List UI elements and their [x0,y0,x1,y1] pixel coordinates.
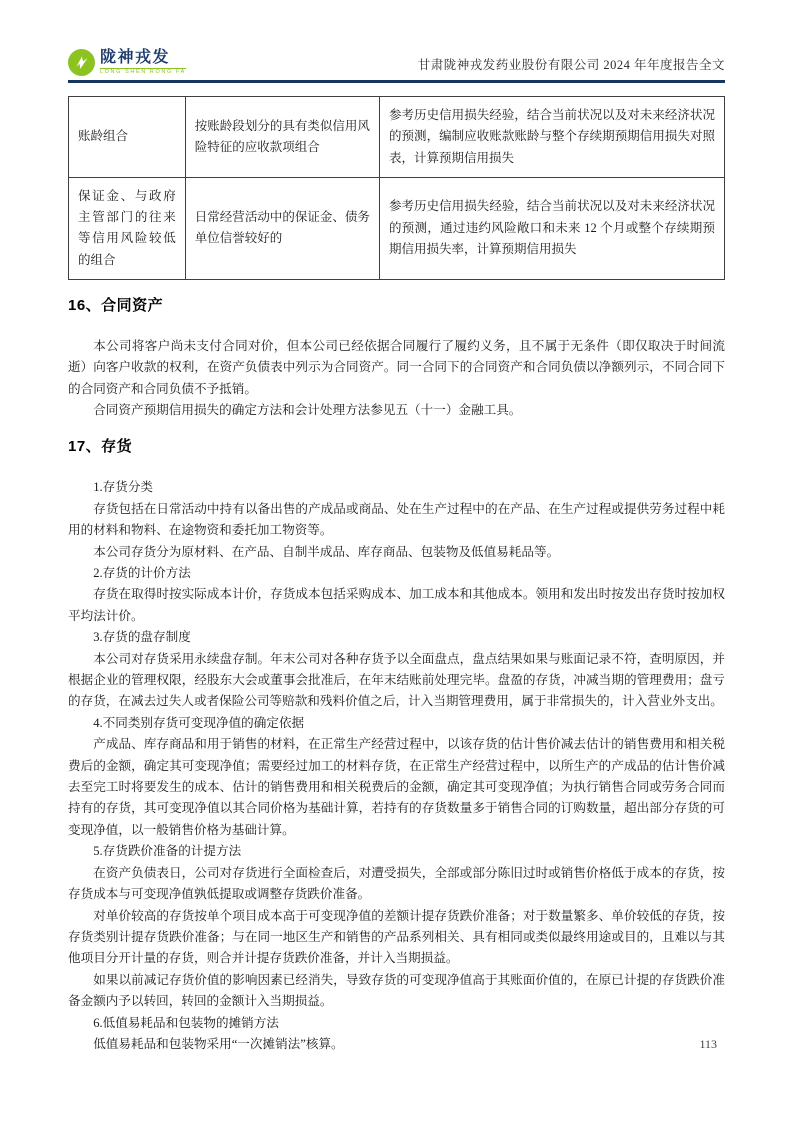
section-contract-assets [68,294,725,422]
table-row [69,97,725,178]
paragraph: 5.存货跌价准备的计提方法 [93,844,242,859]
section-inventory [68,435,725,1055]
section-heading: 17、存货 [68,438,133,456]
hand-bird-logo-icon [68,49,95,76]
page-header [68,49,725,83]
cell-method: 参考历史信用损失经验，结合当前状况以及对未来经济状况的预测，编制应收账款账龄与整个存续期预期信用损失对照表，计算预期信用损失 [379,97,724,178]
cell-method: 参考历史信用损失经验，结合当前状况以及对未来经济状况的预测，通过违约风险敞口和未来 12 个月或整个存续期预期信用损失率，计算预期信用损失 [379,177,724,279]
paragraph: 6.低值易耗品和包装物的摊销方法 [93,1015,279,1030]
document-title: 甘肃陇神戎发药业股份有限公司 2024 年年度报告全文 [417,58,725,72]
paragraph: 本公司存货分为原材料、在产品、自制半成品、库存商品、包装物及低值易耗品等。 [93,544,560,559]
logo-name-en: LONG SHEN RONG FA [100,68,186,75]
paragraph: 合同资产预期信用损失的确定方法和会计处理方法参见五（十一）金融工具。 [93,402,522,417]
credit-loss-table [68,96,725,280]
paragraph: 存货在取得时按实际成本计价，存货成本包括采购成本、加工成本和其他成本。领用和发出时按发出存货时按加权平均法计价。 [68,587,725,623]
cell-portfolio: 账龄组合 [69,97,186,178]
cell-portfolio: 保证金、与政府主管部门的往来等信用风险较低的组合 [69,177,186,279]
section-heading: 16、合同资产 [68,296,164,314]
paragraph: 1.存货分类 [93,480,154,495]
company-logo [68,49,186,76]
paragraph: 本公司对存货采用永续盘存制。年末公司对各种存货予以全面盘点，盘点结果如果与账面记录不符，查明原因，并根据企业的管理权限，经股东大会或董事会批准后，在年末结账前处理完毕。盘盈的存货，冲减当期的管理费用；盘亏的存货，在减去过失人或者保险公司等赔款和残料价值之后，计入当期管理费用，属于非常损失的，计入营业外支出。 [68,651,725,709]
paragraph: 产成品、库存商品和用于销售的材料，在正常生产经营过程中，以该存货的估计售价减去估计的销售费用和相关税费后的金额，确定其可变现净值；需要经过加工的材料存货，在正常生产经营过程中，以所生产的产成品的估计售价减去至完工时将要发生的成本、估计的销售费用和相关税费后的金额，确定其可变现净值；为执行销售合同或劳务合同而持有的存货，其可变现净值以其合同价格为基础计算，若持有的存货数量多于销售合同的订购数量，超出部分存货的可变现净值，以一般销售价格为基础计算。 [68,737,725,837]
paragraph: 2.存货的计价方法 [93,566,191,580]
paragraph: 存货包括在日常活动中持有以备出售的产成品或商品、处在生产过程中的在产品、在生产过程或提供劳务过程中耗用的材料和物料、在途物资和委托加工物资等。 [68,501,725,538]
table-row [69,177,725,279]
paragraph: 3.存货的盘存制度 [93,630,191,645]
page-content [68,0,725,1055]
page-number: 113 [699,1037,717,1051]
cell-basis: 按账龄段划分的具有类似信用风险特征的应收款项组合 [185,97,379,178]
paragraph: 本公司将客户尚未支付合同对价，但本公司已经依据合同履行了履约义务，且不属于无条件（即仅取决于时间流逝）向客户收款的权利，在资产负债表中列示为合同资产。同一合同下的合同资产和合同负债以净额列示，不同合同下的合同资产和合同负债不予抵销。 [68,338,725,396]
paragraph: 在资产负债表日，公司对存货进行全面检查后，对遭受损失，全部或部分陈旧过时或销售价格低于成本的存货，按存货成本与可变现净值孰低提取或调整存货跌价准备。 [68,865,725,902]
cell-basis: 日常经营活动中的保证金、债务单位信誉较好的 [185,177,379,279]
logo-text-block [100,50,186,76]
logo-name-cn: 陇神戎发 [100,48,171,66]
paragraph: 对单价较高的存货按单个项目成本高于可变现净值的差额计提存货跌价准备；对于数量繁多、单价较低的存货，按存货类别计提存货跌价准备；与在同一地区生产和销售的产品系列相关、具有相同或类似最终用途或目的，且难以与其他项目分开计量的存货，则合并计提存货跌价准备，并计入当期损益。 [68,908,725,966]
paragraph: 低值易耗品和包装物采用“一次摊销法”核算。 [93,1036,344,1051]
paragraph: 如果以前减记存货价值的影响因素已经消失，导致存货的可变现净值高于其账面价值的，在原已计提的存货跌价准备金额内予以转回，转回的金额计入当期损益。 [68,972,725,1009]
paragraph: 4.不同类别存货可变现净值的确定依据 [93,715,305,730]
